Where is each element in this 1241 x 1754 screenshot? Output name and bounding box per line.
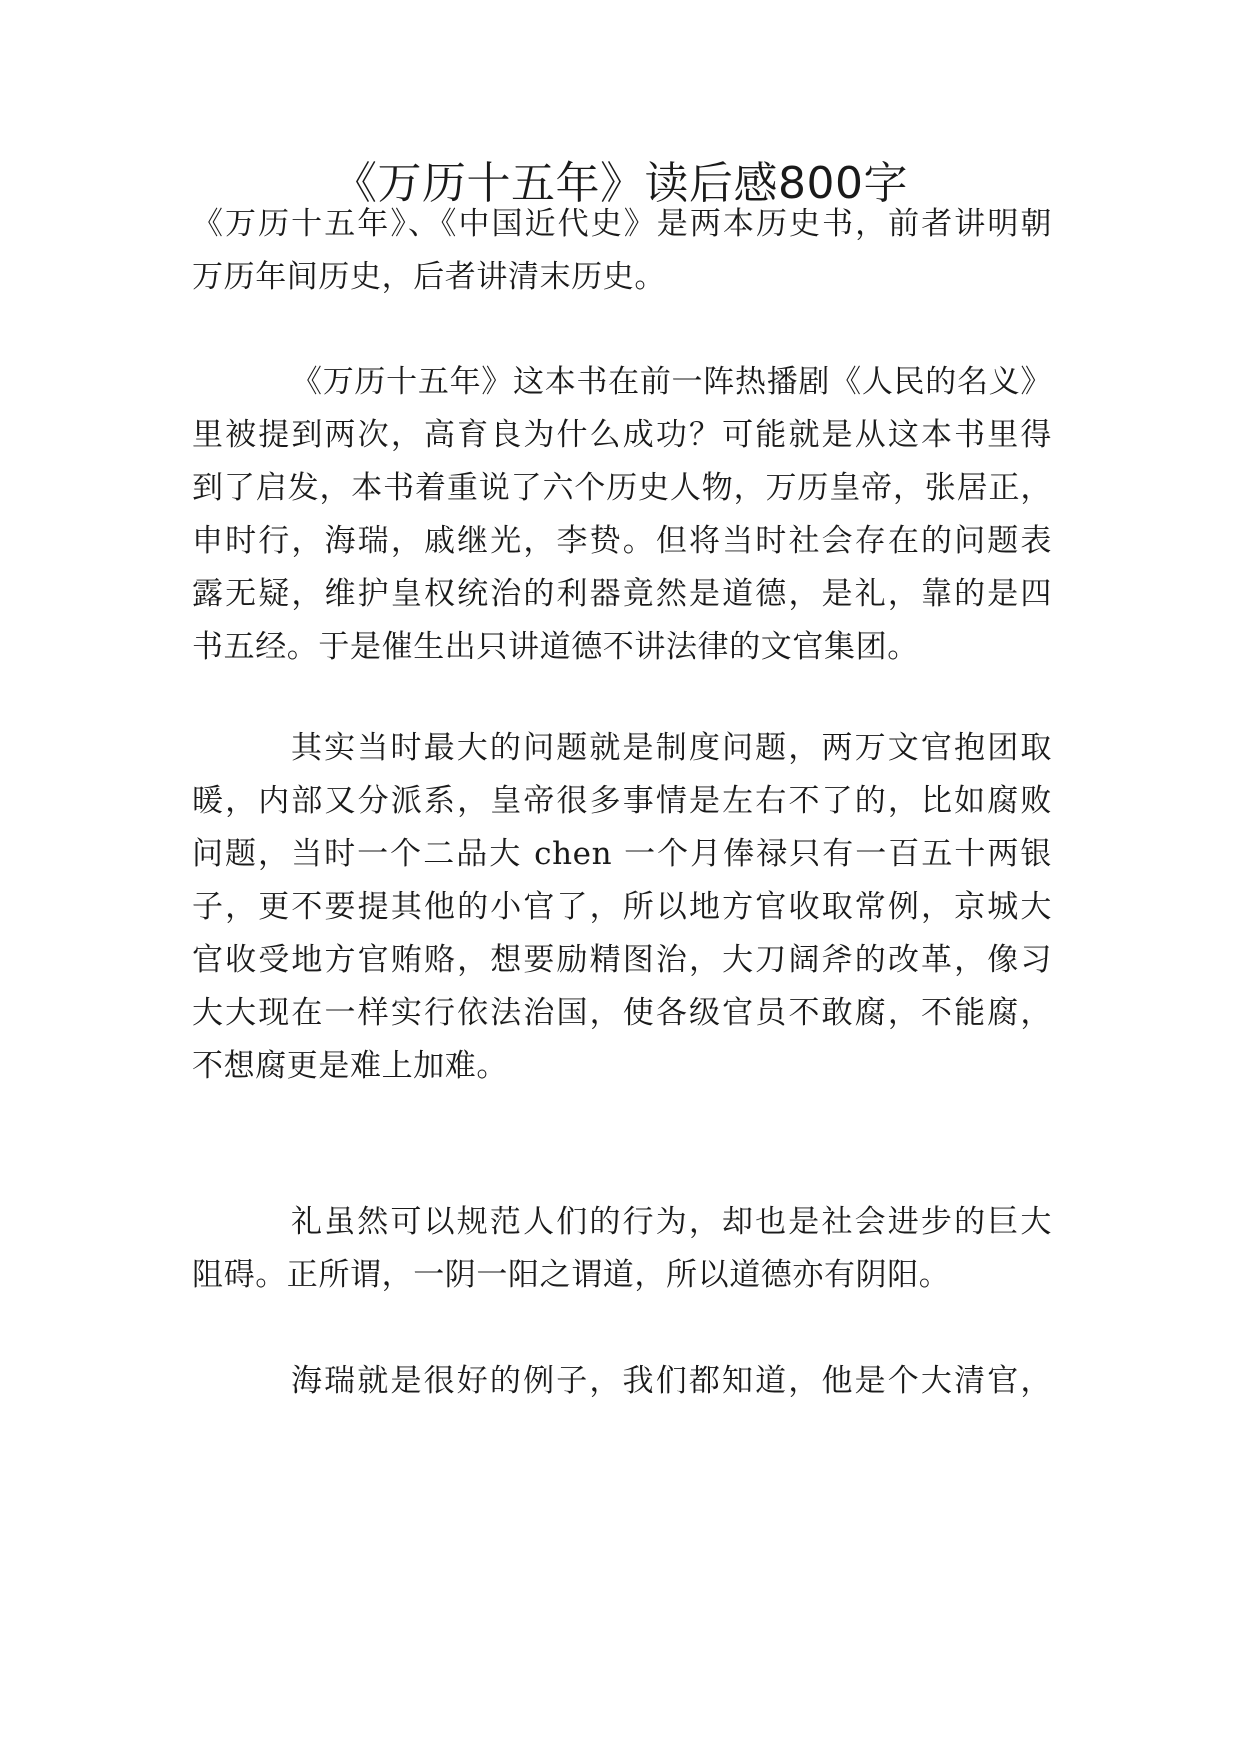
paragraph-5-line-1: 海瑞就是很好的例子，我们都知道，他是个大清官， <box>291 1363 1052 1399</box>
paragraph-4-line-1: 礼虽然可以规范人们的行为，却也是社会进步的巨大 <box>291 1204 1052 1240</box>
paragraph-2-line-5: 露无疑，维护皇权统治的利器竟然是道德，是礼，靠的是四 <box>192 576 1052 612</box>
document-title: 《万历十五年》读后感800字 <box>333 158 908 209</box>
paragraph-3-line-5: 官收受地方官贿赂，想要励精图治，大刀阔斧的改革，像习 <box>192 942 1052 978</box>
paragraph-2-line-4: 申时行，海瑞，戚继光，李贽。但将当时社会存在的问题表 <box>192 523 1052 559</box>
paragraph-4-line-2: 阻碍。正所谓，一阴一阳之谓道，所以道德亦有阴阳。 <box>192 1257 951 1293</box>
paragraph-2-line-2: 里被提到两次，高育良为什么成功？可能就是从这本书里得 <box>192 417 1052 453</box>
paragraph-3-line-2: 暖，内部又分派系，皇帝很多事情是左右不了的，比如腐败 <box>192 783 1052 819</box>
paragraph-2-line-1: 《万历十五年》这本书在前一阵热播剧《人民的名义》 <box>291 364 1052 400</box>
paragraph-3-line-6: 大大现在一样实行依法治国，使各级官员不敢腐，不能腐， <box>192 995 1052 1031</box>
paragraph-3-line-3: 问题，当时一个二品大 chen 一个月俸禄只有一百五十两银 <box>192 836 1052 872</box>
paragraph-3-line-1: 其实当时最大的问题就是制度问题，两万文官抱团取 <box>291 730 1052 766</box>
paragraph-3-line-4: 子，更不要提其他的小官了，所以地方官收取常例，京城大 <box>192 889 1052 925</box>
paragraph-2-line-3: 到了启发，本书着重说了六个历史人物，万历皇帝，张居正， <box>192 470 1052 506</box>
paragraph-2-line-6: 书五经。于是催生出只讲道德不讲法律的文官集团。 <box>192 629 919 665</box>
paragraph-3-line-7: 不想腐更是难上加难。 <box>192 1048 508 1084</box>
paragraph-1-line-1: 《万历十五年》、《中国近代史》是两本历史书，前者讲明朝 <box>192 206 1052 242</box>
paragraph-1-line-2: 万历年间历史，后者讲清末历史。 <box>192 259 666 295</box>
